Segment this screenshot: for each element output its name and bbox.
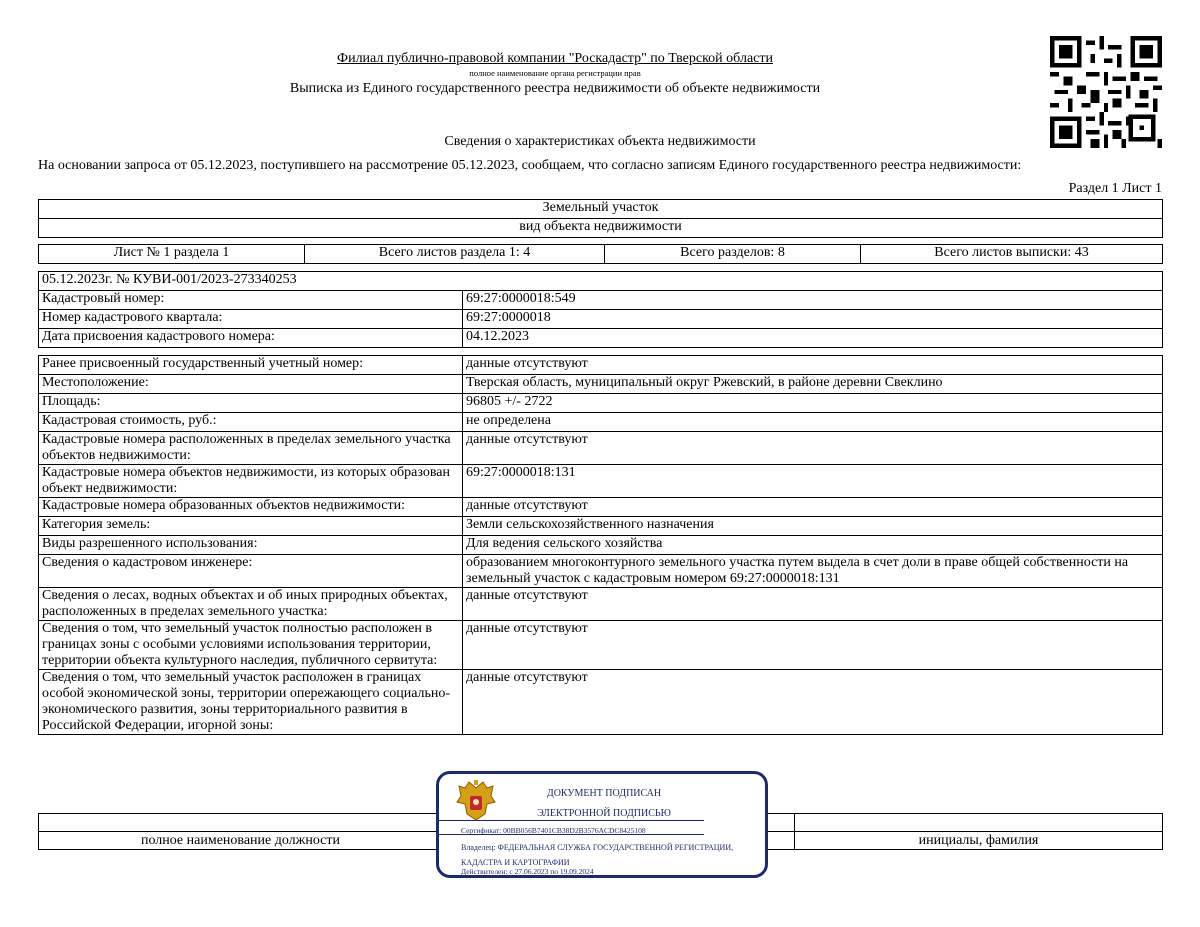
sections-total: Всего разделов: 8 [605,245,861,264]
row-label: Сведения о том, что земельный участок расположен в границах особой экономической зоны, территории опережающего социально-экономического развития, зоны территориального развития в Российской Федерации, игорной зоны: [39,670,463,735]
row-label: Кадастровые номера объектов недвижимости, из которых образован объект недвижимости: [39,465,463,498]
stamp-divider [439,834,704,835]
stamp-validity: Действителен: с 27.06.2023 по 19.09.2024 [461,867,594,876]
section-title: Сведения о характеристиках объекта недвижимости [444,134,756,149]
table-row [39,621,1163,670]
name-field [795,814,1163,832]
table-row [39,555,1163,588]
row-value: 69:27:0000018:549 [463,291,1163,310]
row-value: не определена [463,413,1163,432]
sheets-table [38,244,1163,264]
object-kind-table [38,199,1163,238]
row-value: данные отсутствуют [463,588,1163,621]
row-value: 69:27:0000018:131 [463,465,1163,498]
row-value: 96805 +/- 2722 [463,394,1163,413]
stamp-line-1: ДОКУМЕНТ ПОДПИСАН [546,788,662,799]
row-label: Кадастровые номера расположенных в пределах земельного участка объектов недвижимости: [39,432,463,465]
position-field [39,814,443,832]
table-row [39,588,1163,621]
row-value: Земли сельскохозяйственного назначения [463,517,1163,536]
row-value: образованием многоконтурного земельного участка путем выдела в счет доли в праве общей собственности на земельный участок с кадастровым номером 69:27:0000018:131 [463,555,1163,588]
sheets-in-section: Всего листов раздела 1: 4 [305,245,605,264]
row-label: Сведения о лесах, водных объектах и об иных природных объектах, расположенных в пределах земельного участка: [39,588,463,621]
row-label: Ранее присвоенный государственный учетный номер: [39,356,463,375]
qr-code-icon [1050,36,1162,148]
row-label: Номер кадастрового квартала: [39,310,463,329]
electronic-signature-stamp [436,771,768,878]
table-row [39,394,1163,413]
stamp-divider [439,820,704,821]
row-label: Местоположение: [39,375,463,394]
sheet-number: Лист № 1 раздела 1 [39,245,305,264]
table-row [39,310,1163,329]
document-title: Выписка из Единого государственного реестра недвижимости об объекте недвижимости [289,81,821,96]
table-row [39,465,1163,498]
intro-text: На основании запроса от 05.12.2023, поступившего на рассмотрение 05.12.2023, сообщаем, что согласно записям Единого государственного реестра недвижимости: [38,158,1022,173]
name-caption: инициалы, фамилия [795,832,1163,850]
table-row [39,536,1163,555]
stamp-certificate: Сертификат: 00BB056B7401CB38D2B3576ACDC8425108 [461,826,646,835]
table-row [39,670,1163,735]
row-value: Для ведения сельского хозяйства [463,536,1163,555]
row-value: 69:27:0000018 [463,310,1163,329]
table-row [39,291,1163,310]
row-label: Кадастровая стоимость, руб.: [39,413,463,432]
table-row [39,498,1163,517]
row-label: Кадастровые номера образованных объектов недвижимости: [39,498,463,517]
stamp-line-2: ЭЛЕКТРОННОЙ ПОДПИСЬЮ [537,808,671,819]
row-value: 04.12.2023 [463,329,1163,348]
object-kind: Земельный участок [39,200,1163,219]
row-label: Виды разрешенного использования: [39,536,463,555]
row-value: данные отсутствуют [463,670,1163,735]
table-row [39,413,1163,432]
row-label: Сведения о кадастровом инженере: [39,555,463,588]
reference-number: 05.12.2023г. № КУВИ-001/2023-273340253 [39,272,1163,291]
section-sheet-label: Раздел 1 Лист 1 [1068,181,1162,196]
row-label: Площадь: [39,394,463,413]
header-table [38,271,1163,348]
table-row [39,517,1163,536]
position-caption: полное наименование должности [39,832,443,850]
table-row [39,356,1163,375]
row-value: данные отсутствуют [463,498,1163,517]
table-row [39,375,1163,394]
object-kind-caption: вид объекта недвижимости [39,219,1163,238]
row-value: Тверская область, муниципальный округ Ржевский, в районе деревни Свеклино [463,375,1163,394]
row-label: Категория земель: [39,517,463,536]
stamp-owner: Владелец: ФЕДЕРАЛЬНАЯ СЛУЖБА ГОСУДАРСТВЕННОЙ РЕГИСТРАЦИИ, КАДАСТРА И КАРТОГРАФИИ [461,843,734,867]
row-value: данные отсутствуют [463,356,1163,375]
row-value: данные отсутствуют [463,432,1163,465]
table-row [39,432,1163,465]
characteristics-table [38,355,1163,735]
row-label: Сведения о том, что земельный участок полностью расположен в границах зоны с особыми условиями использования территории, территории объекта культурного наследия, публичного сервитута: [39,621,463,670]
table-row [39,329,1163,348]
row-label: Дата присвоения кадастрового номера: [39,329,463,348]
sheets-total: Всего листов выписки: 43 [861,245,1163,264]
org-name: Филиал публично-правовой компании "Роскадастр" по Тверской области [337,51,773,66]
row-label: Кадастровый номер: [39,291,463,310]
org-caption: полное наименование органа регистрации прав [469,68,641,78]
row-value: данные отсутствуют [463,621,1163,670]
